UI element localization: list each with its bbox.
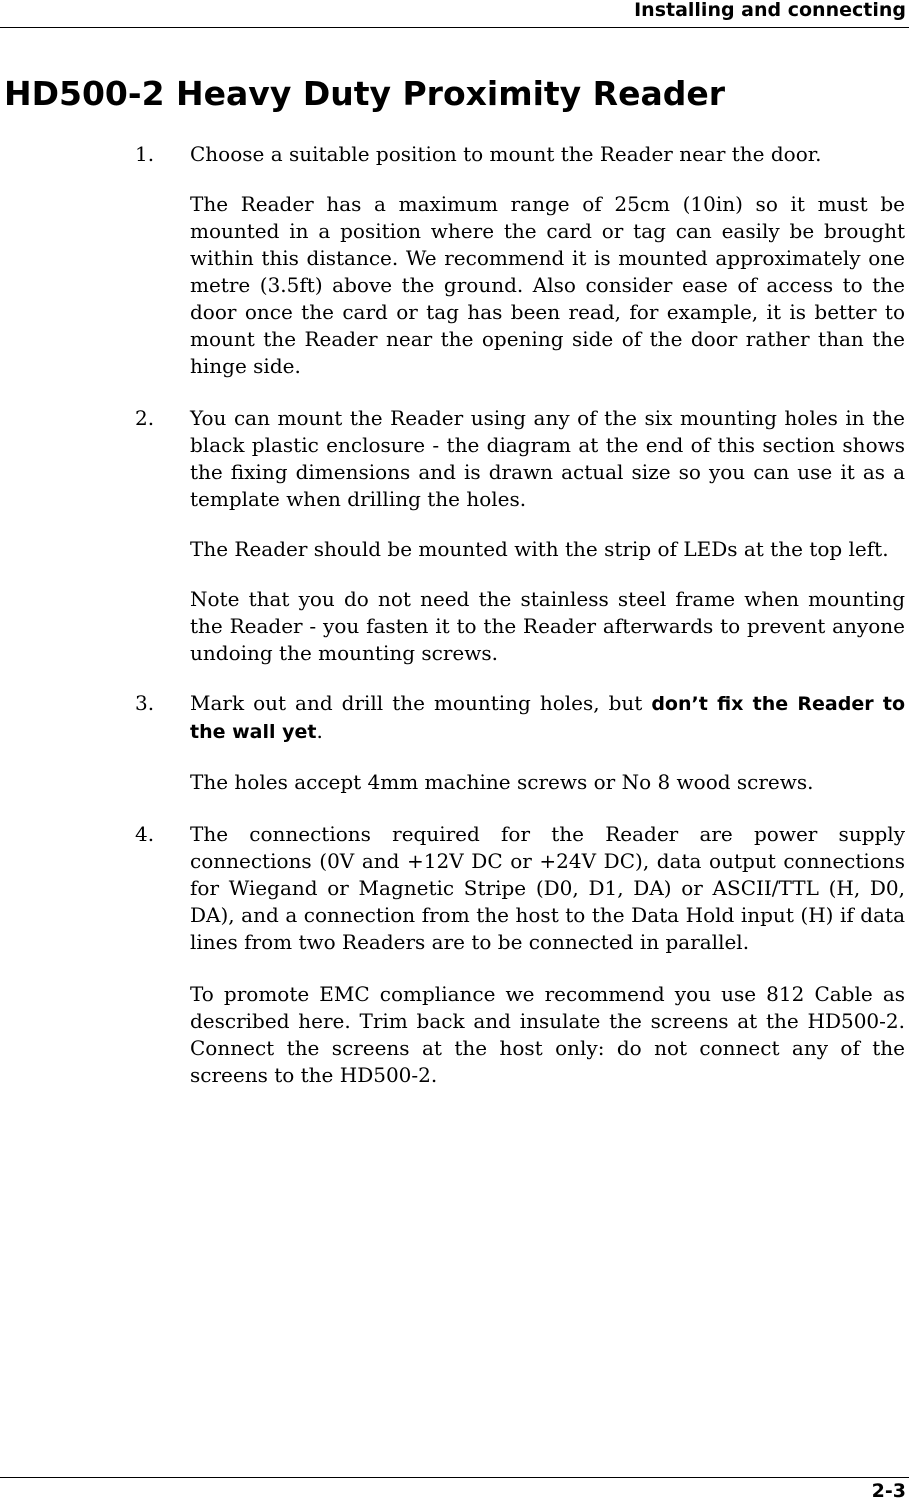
step-3 xyxy=(0,690,909,746)
page-number: 2-3 xyxy=(871,1480,906,1502)
step-number: 3. xyxy=(135,691,155,715)
step-3-note: The holes accept 4mm machine screws or No 8 wood screws. xyxy=(190,770,814,794)
step-2-note-leds: The Reader should be mounted with the strip of LEDs at the top left. xyxy=(190,537,889,561)
footer-rule xyxy=(0,1477,909,1478)
step-number: 2. xyxy=(135,406,155,430)
step-number: 4. xyxy=(135,822,155,846)
step-text: Choose a suitable position to mount the Reader near the door. xyxy=(190,142,822,166)
running-header xyxy=(0,0,909,28)
step-4 xyxy=(0,821,909,956)
step-2-note-frame: Note that you do not need the stainless steel frame when mounting the Reader - you fasten it to the Reader afterwards to prevent anyone undoing the mounting screws. xyxy=(190,587,905,665)
step-4-note: To promote EMC compliance we recommend you use 812 Cable as described here. Trim back and insulate the screens at the HD500-2. Connect the screens at the host only: do not connect any of the screens to the HD500-2. xyxy=(190,982,905,1087)
step-text: Mark out and drill the mounting holes, but xyxy=(190,691,643,715)
step-1-note: The Reader has a maximum range of 25cm (10in) so it must be mounted in a position where the card or tag can easily be brought within this distance. We recommend it is mounted approximately one metre (3.5ft) above the ground. Also consider ease of access to the door once the card or tag has been read, for example, it is better to mount the Reader near the opening side of the door rather than the hinge side. xyxy=(190,192,905,378)
step-2 xyxy=(0,405,909,513)
step-1 xyxy=(0,141,909,168)
instructions xyxy=(0,141,909,1089)
step-text: You can mount the Reader using any of the six mounting holes in the black plastic enclosure - the diagram at the end of this section shows the fixing dimensions and is drawn actual size so you can use it as a template when drilling the holes. xyxy=(190,406,905,511)
step-warning: don’t fix the Reader to the wall yet xyxy=(190,693,905,743)
step-number: 1. xyxy=(135,142,155,166)
step-text-end: . xyxy=(316,719,323,743)
page-title: HD500-2 Heavy Duty Proximity Reader xyxy=(4,74,726,113)
section-title: Installing and connecting xyxy=(634,0,906,21)
step-text: The connections required for the Reader are power supply connections (0V and +12V DC or +24V DC), data output connections for Wiegand or Magnetic Stripe (D0, D1, DA) or ASCII/TTL (H, D0, DA), and a connection from the host to the Data Hold input (H) if data lines from two Readers are to be connected in parallel. xyxy=(190,822,905,954)
